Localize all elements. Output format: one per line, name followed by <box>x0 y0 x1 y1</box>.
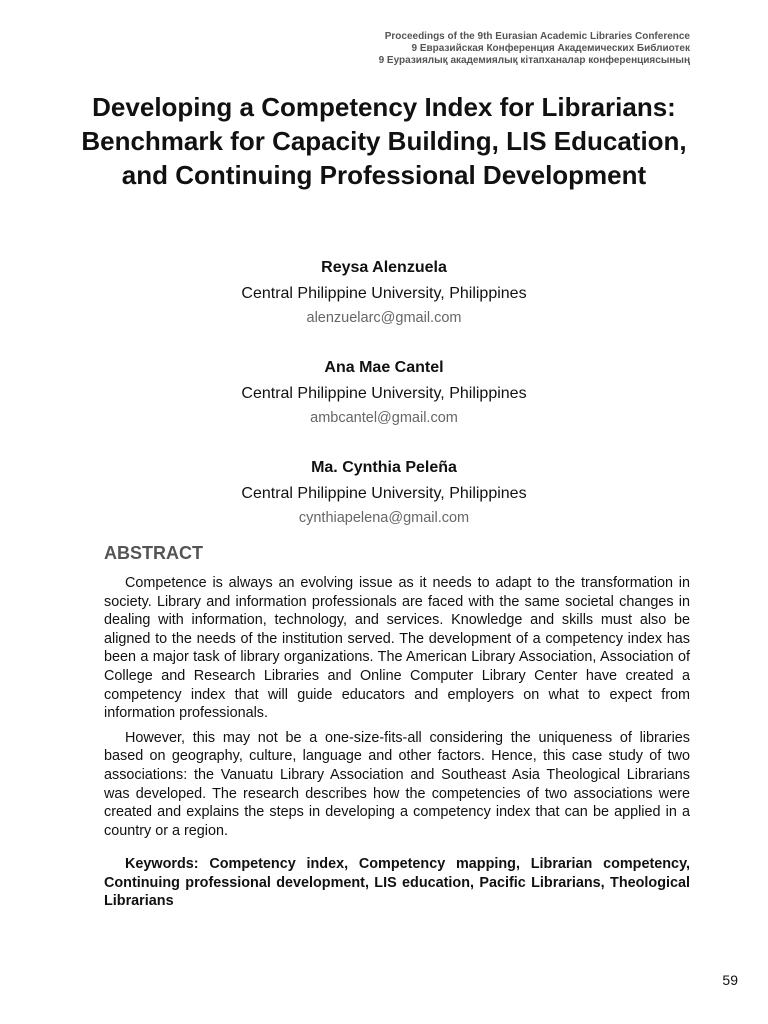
author-name: Ma. Cynthia Peleña <box>311 459 457 476</box>
page-number: 59 <box>722 972 738 988</box>
author-affiliation: Central Philippine University, Philippines <box>241 385 527 402</box>
author-block-3 <box>80 458 688 527</box>
author-email: alenzuelarc@gmail.com <box>306 310 462 326</box>
header-line-1: Proceedings of the 9th Eurasian Academic Libraries Conference <box>384 31 690 42</box>
abstract-body <box>104 574 690 846</box>
author-email: cynthiapelena@gmail.com <box>298 510 470 526</box>
paper-title: Developing a Competency Index for Librarians: Benchmark for Capacity Building, LIS Education, and Continuing Professional Development <box>81 92 687 190</box>
author-block-2 <box>80 358 688 427</box>
author-name: Reysa Alenzuela <box>321 259 447 276</box>
author-affiliation: Central Philippine University, Philippines <box>241 285 527 302</box>
header-line-2: 9 Евразийская Конференция Академических Библиотек <box>411 43 690 54</box>
running-header <box>130 31 690 67</box>
author-block-1 <box>80 258 688 327</box>
header-line-3: 9 Еуразиялық академиялық кітапханалар конференциясының <box>378 55 690 66</box>
abstract-paragraph-2: However, this may not be a one-size-fits-all considering the uniqueness of libraries based on geography, culture, language and other factors. Hence, this case study of two associations: the Vanuatu Library Association and Southeast Asia Theological Librarians was developed. The research describes how the competencies of two associations were created and explains the steps in developing a competency index that can be applied in a country or a region. <box>104 729 690 839</box>
author-email: ambcantel@gmail.com <box>310 410 458 426</box>
abstract-paragraph-1: Competence is always an evolving issue as it needs to adapt to the transformation in society. Library and information professionals are faced with the same societal changes in dealing with information, technology, and services. Knowledge and skills must also be aligned to the needs of the institution served. The development of a competency index has been a major task of library organizations. The American Library Association, Association of College and Research Libraries and Online Computer Library Center have created a competency index that will guide educators and employers on what to expect from information professionals. <box>104 575 690 722</box>
author-name: Ana Mae Cantel <box>324 359 444 376</box>
author-affiliation: Central Philippine University, Philippines <box>241 485 527 502</box>
abstract-heading: ABSTRACT <box>104 543 203 563</box>
keywords: Keywords: Competency index, Competency mapping, Librarian competency, Continuing professional development, LIS education, Pacific Librarians, Theological Librarians <box>104 856 690 910</box>
